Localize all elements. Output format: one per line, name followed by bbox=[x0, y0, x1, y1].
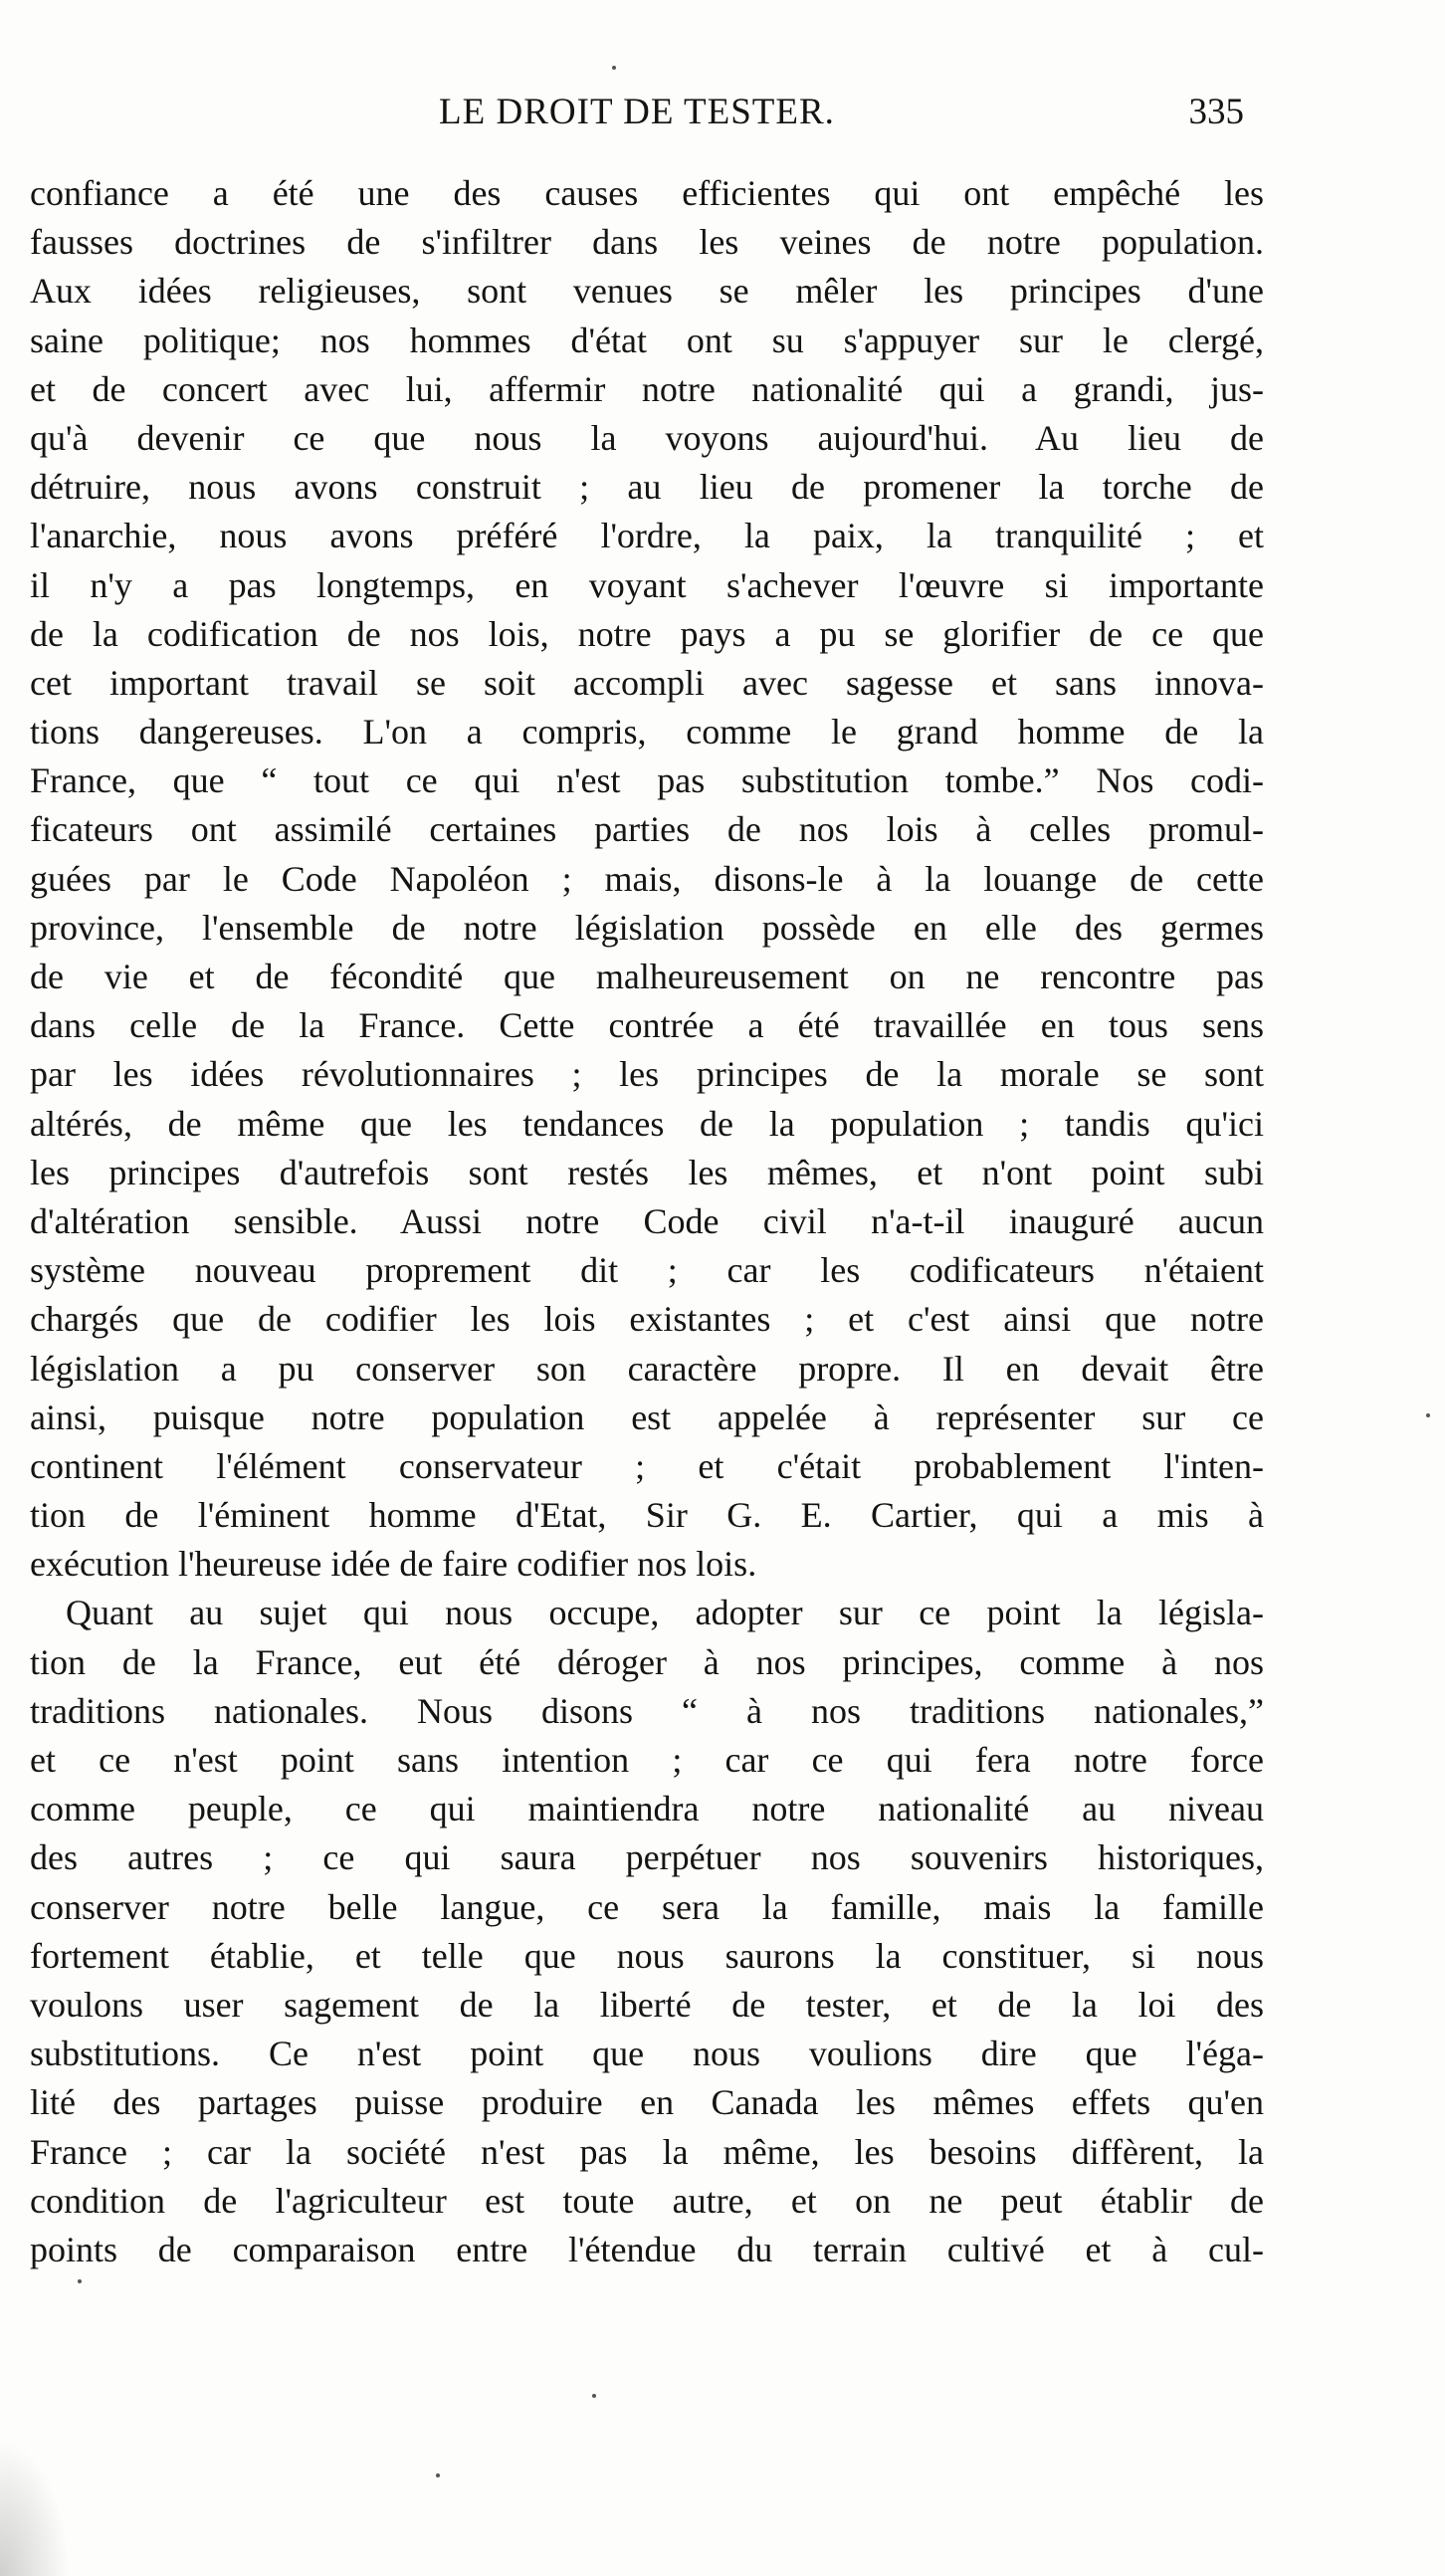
text-line: tion de l'éminent homme d'Etat, Sir G. E. Cartier, qui a mis à bbox=[30, 1495, 1264, 1536]
text-line: chargés que de codifier les lois existantes ; et c'est ainsi que notre bbox=[30, 1299, 1264, 1340]
text-line: conserver notre belle langue, ce sera la famille, mais la famille bbox=[30, 1886, 1264, 1927]
print-speck bbox=[592, 2394, 596, 2398]
page-header bbox=[30, 88, 1244, 137]
text-line: les principes d'autrefois sont restés les mêmes, et n'ont point subi bbox=[30, 1152, 1264, 1192]
text-line: cet important travail se soit accompli avec sagesse et sans innova- bbox=[30, 662, 1264, 703]
text-line: système nouveau proprement dit ; car les codificateurs n'étaient bbox=[30, 1250, 1264, 1291]
running-title: LE DROIT DE TESTER. bbox=[439, 92, 835, 132]
text-line: voulons user sagement de la liberté de tester, et de la loi des bbox=[30, 1984, 1264, 2025]
text-line: de la codification de nos lois, notre pays a pu se glorifier de ce que bbox=[30, 613, 1264, 654]
text-line: fausses doctrines de s'infiltrer dans les veines de notre population. bbox=[30, 222, 1264, 263]
text-line: France, que “ tout ce qui n'est pas substitution tombe.” Nos codi- bbox=[30, 760, 1264, 801]
print-speck bbox=[436, 2473, 440, 2477]
text-line: points de comparaison entre l'étendue du terrain cultivé et à cul- bbox=[30, 2229, 1264, 2269]
print-speck bbox=[1426, 1413, 1430, 1417]
text-line: tions dangereuses. L'on a compris, comme le grand homme de la bbox=[30, 712, 1264, 752]
text-line: altérés, de même que les tendances de la population ; tandis qu'ici bbox=[30, 1103, 1264, 1144]
text-line: substitutions. Ce n'est point que nous voulions dire que l'éga- bbox=[30, 2034, 1264, 2074]
text-line: détruire, nous avons construit ; au lieu de promener la torche de bbox=[30, 467, 1264, 508]
text-line: et de concert avec lui, affermir notre nationalité qui a grandi, jus- bbox=[30, 368, 1264, 409]
text-line: confiance a été une des causes efficientes qui ont empêché les bbox=[30, 173, 1264, 213]
body-text bbox=[30, 169, 1264, 2274]
text-line: dans celle de la France. Cette contrée a été travaillée en tous sens bbox=[30, 1005, 1264, 1046]
text-line: fortement établie, et telle que nous saurons la constituer, si nous bbox=[30, 1935, 1264, 1976]
text-line: ainsi, puisque notre population est appelée à représenter sur ce bbox=[30, 1396, 1264, 1437]
text-line: des autres ; ce qui saura perpétuer nos souvenirs historiques, bbox=[30, 1837, 1264, 1878]
text-line: traditions nationales. Nous disons “ à nos traditions nationales,” bbox=[30, 1690, 1264, 1731]
text-line: par les idées révolutionnaires ; les principes de la morale se sont bbox=[30, 1054, 1264, 1095]
text-line: Quant au sujet qui nous occupe, adopter sur ce point la législa- bbox=[66, 1593, 1264, 1633]
text-line: ficateurs ont assimilé certaines parties de nos lois à celles promul- bbox=[30, 809, 1264, 850]
text-line: législation a pu conserver son caractère propre. Il en devait être bbox=[30, 1348, 1264, 1389]
print-speck bbox=[78, 2279, 82, 2283]
page-edge-shadow bbox=[0, 2439, 70, 2576]
text-line: qu'à devenir ce que nous la voyons aujourd'hui. Au lieu de bbox=[30, 417, 1264, 458]
text-line: province, l'ensemble de notre législation possède en elle des germes bbox=[30, 907, 1264, 948]
page-number: 335 bbox=[1188, 92, 1244, 132]
paragraph-2 bbox=[30, 1589, 1264, 2274]
text-line: il n'y a pas longtemps, en voyant s'achever l'œuvre si importante bbox=[30, 564, 1264, 605]
text-line: de vie et de fécondité que malheureusement on ne rencontre pas bbox=[30, 957, 1264, 996]
text-line: guées par le Code Napoléon ; mais, disons-le à la louange de cette bbox=[30, 858, 1264, 899]
text-line: saine politique; nos hommes d'état ont su s'appuyer sur le clergé, bbox=[30, 320, 1264, 360]
text-line: France ; car la société n'est pas la même, les besoins diffèrent, la bbox=[30, 2131, 1264, 2172]
text-line: condition de l'agriculteur est toute autre, et on ne peut établir de bbox=[30, 2180, 1264, 2221]
text-line: et ce n'est point sans intention ; car ce qui fera notre force bbox=[30, 1740, 1264, 1780]
print-speck bbox=[612, 66, 616, 70]
text-line: tion de la France, eut été déroger à nos principes, comme à nos bbox=[30, 1641, 1264, 1682]
text-line: exécution l'heureuse idée de faire codifier nos lois. bbox=[30, 1544, 757, 1585]
text-line: l'anarchie, nous avons préféré l'ordre, la paix, la tranquilité ; et bbox=[30, 516, 1264, 556]
text-line: lité des partages puisse produire en Canada les mêmes effets qu'en bbox=[30, 2082, 1264, 2123]
text-line: Aux idées religieuses, sont venues se mêler les principes d'une bbox=[30, 271, 1264, 312]
text-line: continent l'élément conservateur ; et c'était probablement l'inten- bbox=[30, 1445, 1264, 1486]
text-line: d'altération sensible. Aussi notre Code civil n'a-t-il inauguré aucun bbox=[30, 1200, 1264, 1241]
text-line: comme peuple, ce qui maintiendra notre nationalité au niveau bbox=[30, 1789, 1264, 1829]
paragraph-1 bbox=[30, 169, 1264, 1589]
